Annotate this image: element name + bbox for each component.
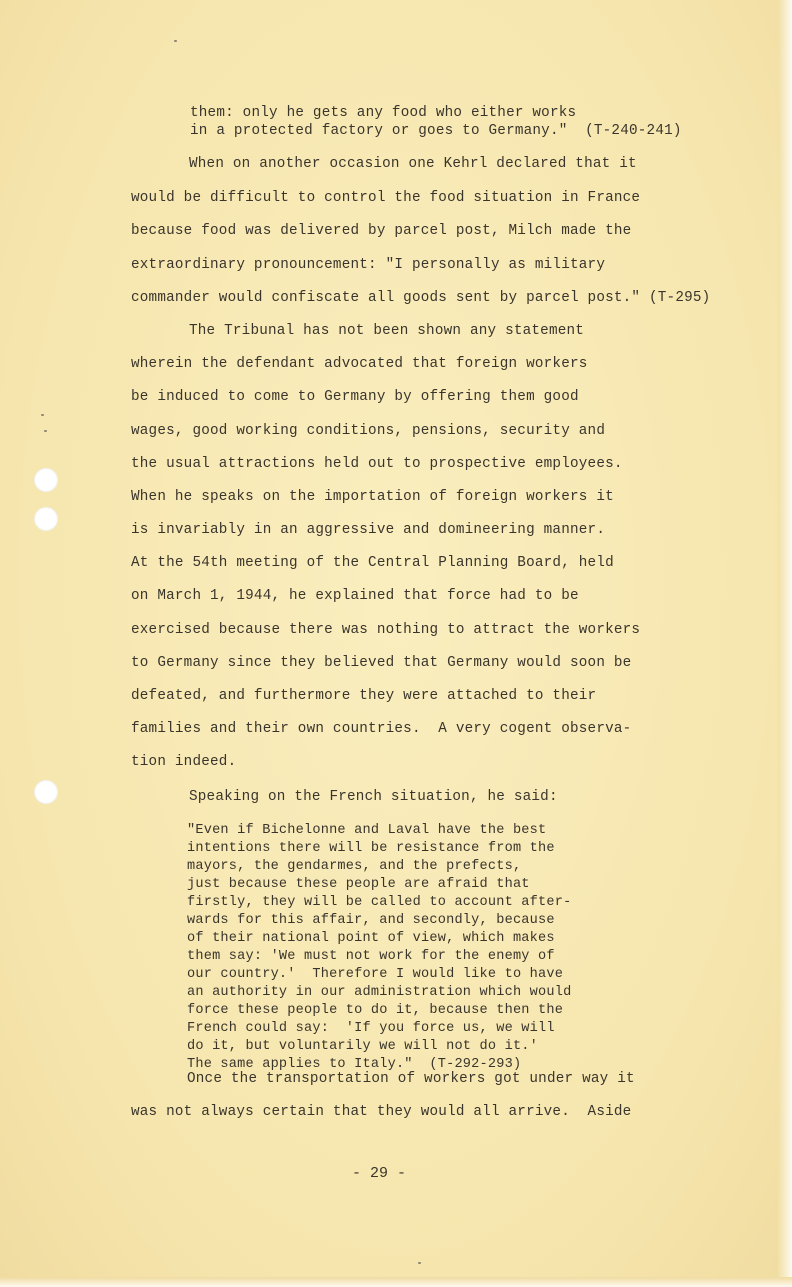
quote-line: French could say: 'If you force us, we will — [187, 1021, 555, 1036]
quote-line: The same applies to Italy." (T-292-293) — [187, 1057, 522, 1072]
text-line: Once the transportation of workers got under way it — [187, 1071, 635, 1087]
text-line: is invariably in an aggressive and domineering manner. — [131, 522, 606, 538]
text-line: because food was delivered by parcel post, Milch made the — [131, 223, 632, 239]
quote-line: "Even if Bichelonne and Laval have the best — [187, 823, 547, 838]
text-line: was not always certain that they would all arrive. Aside — [131, 1104, 632, 1120]
text-line: wherein the defendant advocated that foreign workers — [131, 356, 588, 372]
text-line: When on another occasion one Kehrl declared that it — [189, 156, 637, 172]
quote-line: an authority in our administration which would — [187, 985, 572, 1000]
quote-line: firstly, they will be called to account after- — [187, 895, 572, 910]
quote-line: mayors, the gendarmes, and the prefects, — [187, 859, 522, 874]
text-line: families and their own countries. A very cogent observa- — [131, 721, 632, 737]
text-line: defeated, and furthermore they were attached to their — [131, 688, 597, 704]
quote-line: our country.' Therefore I would like to have — [187, 967, 564, 982]
page-number: - 29 - — [352, 1165, 407, 1182]
quote-line: wards for this affair, and secondly, because — [187, 913, 555, 928]
quote-line: of their national point of view, which makes — [187, 931, 555, 946]
text-line: exercised because there was nothing to attract the workers — [131, 622, 641, 638]
text-line: extraordinary pronouncement: "I personally as military — [131, 257, 606, 273]
quote-line: do it, but voluntarily we will not do it.' — [187, 1039, 539, 1054]
text-line: the usual attractions held out to prospective employees. — [131, 456, 623, 472]
quote-line: them say: 'We must not work for the enemy of — [187, 949, 555, 964]
text-line: to Germany since they believed that Germany would soon be — [131, 655, 632, 671]
punch-hole-2 — [34, 507, 58, 531]
page-edge-bottom — [0, 1277, 792, 1287]
ink-speck — [174, 40, 177, 42]
punch-hole-3 — [34, 780, 58, 804]
text-line: would be difficult to control the food situation in France — [131, 190, 641, 206]
quote-line: intentions there will be resistance from the — [187, 841, 555, 856]
quote-line: force these people to do it, because then the — [187, 1003, 564, 1018]
ink-speck — [41, 414, 44, 416]
punch-hole-1 — [34, 468, 58, 492]
text-line: The Tribunal has not been shown any statement — [189, 323, 585, 339]
quote-line: just because these people are afraid that — [187, 877, 530, 892]
text-line: commander would confiscate all goods sent by parcel post." (T-295) — [131, 290, 711, 306]
text-line: on March 1, 1944, he explained that force had to be — [131, 588, 579, 604]
text-line: When he speaks on the importation of foreign workers it — [131, 489, 614, 505]
ink-speck — [418, 1262, 421, 1264]
ink-speck — [44, 430, 47, 432]
text-line: At the 54th meeting of the Central Planning Board, held — [131, 555, 614, 571]
text-line: be induced to come to Germany by offering them good — [131, 389, 579, 405]
text-line: wages, good working conditions, pensions, security and — [131, 423, 606, 439]
page-edge-right — [778, 0, 792, 1287]
text-line: tion indeed. — [131, 754, 237, 770]
text-line: in a protected factory or goes to Germany." (T-240-241) — [190, 123, 682, 139]
text-line: them: only he gets any food who either works — [190, 105, 577, 121]
text-line: Speaking on the French situation, he said: — [189, 789, 558, 805]
